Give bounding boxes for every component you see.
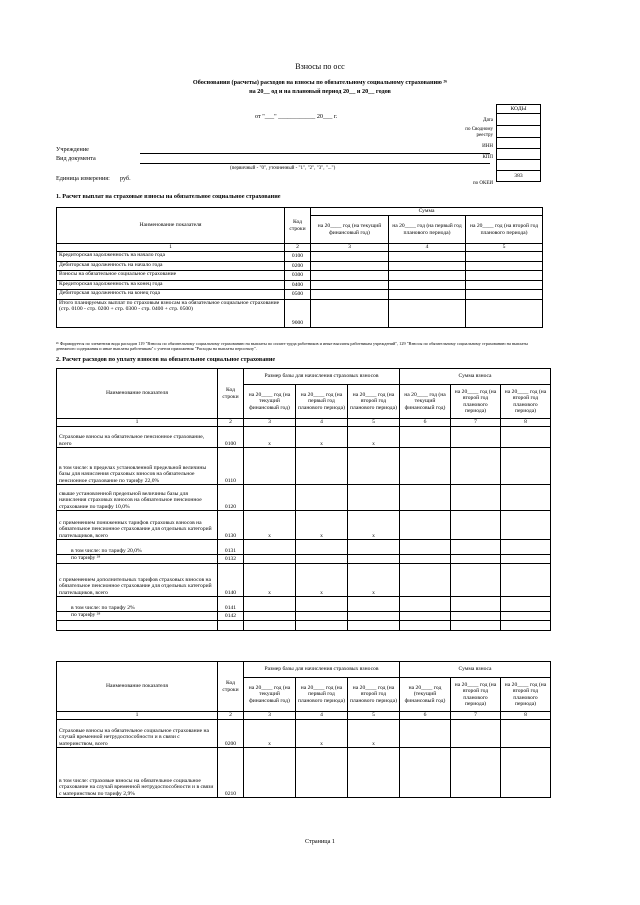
value-cell[interactable] xyxy=(451,748,501,798)
s2-num: 3 xyxy=(244,419,296,427)
x-mark: x xyxy=(348,427,400,448)
s2-row-name: свыше установленной предельной величины базы для начисления страховых взносов на обязательное пенсионное страхование по тарифу 10,0% xyxy=(57,485,218,511)
value-cell[interactable] xyxy=(451,612,501,621)
doc-type-label: Вид документа xyxy=(56,155,96,162)
s2-row-name: с применением дополнительных тарифов страховых взносов на обязательное пенсионное страхование для отдельных категорий плательщиков, всего xyxy=(57,564,218,597)
s1-row-name: Взносы на обязательное социальное страхование xyxy=(57,271,285,281)
s1-row-name: Дебиторская задолженность на начало года xyxy=(57,261,285,271)
value-cell[interactable] xyxy=(451,511,501,540)
value-cell[interactable] xyxy=(400,485,451,511)
s1-head-code: Код строки xyxy=(285,208,311,244)
period-line: на 20__ од и на плановый период 20__ и 20__ годов xyxy=(249,88,391,95)
value-cell[interactable] xyxy=(296,748,348,798)
value-cell[interactable] xyxy=(244,555,296,564)
value-cell[interactable] xyxy=(348,748,400,798)
s3-num: 4 xyxy=(296,712,348,720)
value-cell[interactable] xyxy=(451,540,501,555)
table-row xyxy=(57,540,551,555)
s3-num: 6 xyxy=(400,712,451,720)
value-cell[interactable] xyxy=(451,621,501,631)
table-row xyxy=(57,511,551,540)
s2-row-name: в том числе: в пределах установленной предельной величины базы для начисления страховых взносов на обязательное пенсионное страхование по тарифу 22,0% xyxy=(57,448,218,485)
value-cell[interactable] xyxy=(244,621,296,631)
value-cell[interactable] xyxy=(501,540,551,555)
s2-row-name: по тарифу ²⁸ xyxy=(57,612,218,621)
value-cell[interactable] xyxy=(296,485,348,511)
value-cell[interactable] xyxy=(296,621,348,631)
section1-title: 1. Расчет выплат на страховые взносы на обязательное социальное страхование xyxy=(56,193,281,200)
value-cell xyxy=(57,621,218,631)
doc-type-field[interactable] xyxy=(140,163,490,164)
s2-num: 2 xyxy=(218,419,244,427)
value-cell[interactable] xyxy=(296,597,348,612)
s2-head-name: Наименование показателя xyxy=(57,369,218,419)
s2-head-b3: на 20____ год (на второй год планового периода) xyxy=(348,385,400,419)
s2-num: 5 xyxy=(348,419,400,427)
table-row xyxy=(57,448,551,485)
s1-head-name: Наименование показателя xyxy=(57,208,285,244)
s3-row-name: в том числе: страховые взносы на обязательное социальное страхование на случай временной нетрудоспособности и в связи с материнством по тарифу 2,9% xyxy=(57,748,218,798)
s1-num: 2 xyxy=(285,244,311,252)
value-cell[interactable] xyxy=(400,555,451,564)
s1-head-y1: на 20____ год (на текущий финансовый год) xyxy=(311,216,389,244)
s1-head-sum: Сумма xyxy=(311,208,543,216)
value-cell[interactable] xyxy=(400,748,451,798)
s3-row-code: 0200 xyxy=(218,720,244,748)
value-cell[interactable] xyxy=(466,280,543,290)
value-cell[interactable] xyxy=(244,540,296,555)
value-cell[interactable] xyxy=(501,748,551,798)
s1-row-code: 0300 xyxy=(285,271,311,281)
s2-row-code: 0132 xyxy=(218,555,244,564)
s2-head-b1: на 20____ год (на текущий финансовый год) xyxy=(244,385,296,419)
value-cell[interactable] xyxy=(311,290,389,300)
value-cell[interactable] xyxy=(400,564,451,597)
s1-head-y3: на 20____ год (на второй год планового периода) xyxy=(466,216,543,244)
s2-num: 6 xyxy=(400,419,451,427)
value-cell[interactable] xyxy=(348,612,400,621)
s2-head-s3: на 20____ год (на второй год планового периода) xyxy=(501,385,551,419)
value-cell[interactable] xyxy=(296,540,348,555)
s1-num: 4 xyxy=(389,244,466,252)
page-number: Страница 1 xyxy=(305,838,335,845)
s2-row-name: Страховые взносы на обязательное пенсионное страхование, всего xyxy=(57,427,218,448)
x-mark: x xyxy=(244,564,296,597)
code-kpp-cell[interactable] xyxy=(497,149,541,160)
code-svod-label: по Сводному реестру xyxy=(465,127,493,138)
section1-table xyxy=(56,207,543,328)
table-row xyxy=(57,621,551,631)
s3-head-sum: Сумма взноса xyxy=(400,662,551,678)
s1-row-name: Кредиторская задолженность на начало года xyxy=(57,252,285,262)
value-cell[interactable] xyxy=(400,597,451,612)
s1-row-code: 0500 xyxy=(285,290,311,300)
value-cell[interactable] xyxy=(348,448,400,485)
value-cell[interactable] xyxy=(296,448,348,485)
s1-row-name: Дебиторская задолженность на конец года xyxy=(57,290,285,300)
value-cell[interactable] xyxy=(501,564,551,597)
value-cell[interactable] xyxy=(296,612,348,621)
s3-head-s2: на 20____ год (на второй год планового периода) xyxy=(451,678,501,712)
value-cell[interactable] xyxy=(451,564,501,597)
value-cell[interactable] xyxy=(466,261,543,271)
value-cell[interactable] xyxy=(389,271,466,281)
x-mark: x xyxy=(296,511,348,540)
value-cell[interactable] xyxy=(501,448,551,485)
s2-row-code: 0141 xyxy=(218,597,244,612)
s2-head-s1: на 20____ год (на текущий финансовый год) xyxy=(400,385,451,419)
s1-num: 1 xyxy=(57,244,285,252)
table-row xyxy=(57,290,543,300)
s3-num: 1 xyxy=(57,712,218,720)
s2-row-name: в том числе: по тарифу 2% xyxy=(57,597,218,612)
s2-row-code: 0100 xyxy=(218,427,244,448)
value-cell[interactable] xyxy=(501,511,551,540)
s1-row-code: 0200 xyxy=(285,261,311,271)
value-cell[interactable] xyxy=(400,612,451,621)
value-cell[interactable] xyxy=(451,448,501,485)
code-inn-cell[interactable] xyxy=(497,138,541,149)
s3-num: 5 xyxy=(348,712,400,720)
s2-row-code: 0131 xyxy=(218,540,244,555)
date-line: от "___" ____________ 20___ г. xyxy=(255,113,338,120)
value-cell[interactable] xyxy=(389,252,466,262)
x-mark: x xyxy=(244,720,296,748)
value-cell[interactable] xyxy=(501,485,551,511)
value-cell[interactable] xyxy=(451,485,501,511)
s2-num: 8 xyxy=(501,419,551,427)
value-cell[interactable] xyxy=(451,597,501,612)
section2-table xyxy=(56,368,551,631)
institution-label: Учреждение xyxy=(56,146,89,153)
s3-head-b3: на 20____ год (на второй год планового периода) xyxy=(348,678,400,712)
value-cell[interactable] xyxy=(501,555,551,564)
x-mark: x xyxy=(348,564,400,597)
s2-row-code: 0140 xyxy=(218,564,244,597)
s2-num: 4 xyxy=(296,419,348,427)
value-cell[interactable] xyxy=(501,720,551,748)
value-cell[interactable] xyxy=(466,299,543,327)
codes-table xyxy=(496,104,541,182)
unit-value: руб. xyxy=(120,175,131,182)
table-row xyxy=(57,261,543,271)
table-row xyxy=(57,597,551,612)
table-row xyxy=(57,299,543,327)
s2-head-sum: Сумма взноса xyxy=(400,369,551,385)
value-cell xyxy=(218,621,244,631)
value-cell[interactable] xyxy=(389,261,466,271)
s2-row-code: 0142 xyxy=(218,612,244,621)
value-cell[interactable] xyxy=(501,621,551,631)
value-cell[interactable] xyxy=(466,252,543,262)
code-okei-cell: 383 xyxy=(497,171,541,182)
document-subtitle: Обоснования (расчеты) расходов на взносы по обязательному социальному страхованию ²⁶ xyxy=(192,79,448,86)
unit-label: Единица измерения: xyxy=(56,175,110,182)
value-cell[interactable] xyxy=(389,290,466,300)
code-svod-cell[interactable] xyxy=(497,126,541,138)
x-mark: x xyxy=(296,564,348,597)
institution-field[interactable] xyxy=(140,153,490,154)
s2-row-code: 0110 xyxy=(218,448,244,485)
value-cell[interactable] xyxy=(244,748,296,798)
value-cell[interactable] xyxy=(466,290,543,300)
value-cell[interactable] xyxy=(244,448,296,485)
s3-head-s1: на 20____ год (текущий финансовый год) xyxy=(400,678,451,712)
value-cell[interactable] xyxy=(311,280,389,290)
s1-row-code: 0100 xyxy=(285,252,311,262)
s2-head-s2: на 20____ год (на второй год планового периода) xyxy=(451,385,501,419)
value-cell[interactable] xyxy=(501,427,551,448)
value-cell[interactable] xyxy=(311,271,389,281)
value-cell[interactable] xyxy=(400,621,451,631)
s1-head-y2: на 20____ год (на первый год планового периода) xyxy=(389,216,466,244)
value-cell[interactable] xyxy=(244,485,296,511)
s2-row-name: по тарифу ²⁸ xyxy=(57,555,218,564)
s2-row-code: 0130 xyxy=(218,511,244,540)
value-cell[interactable] xyxy=(501,612,551,621)
value-cell[interactable] xyxy=(311,261,389,271)
x-mark: x xyxy=(296,720,348,748)
s3-row-code: 0210 xyxy=(218,748,244,798)
value-cell[interactable] xyxy=(348,621,400,631)
s3-num: 2 xyxy=(218,712,244,720)
value-cell[interactable] xyxy=(389,280,466,290)
s3-num: 8 xyxy=(501,712,551,720)
table-row xyxy=(57,485,551,511)
value-cell[interactable] xyxy=(451,720,501,748)
table-row xyxy=(57,748,551,798)
section3-table xyxy=(56,661,551,798)
value-cell[interactable] xyxy=(244,612,296,621)
s1-row-code: 9000 xyxy=(285,299,311,327)
code-kpp-label: КПП xyxy=(482,155,493,160)
value-cell[interactable] xyxy=(400,427,451,448)
code-okei-label: по ОКЕИ xyxy=(472,181,493,186)
s3-head-s3: на 20____ год (на второй год планового периода) xyxy=(501,678,551,712)
value-cell[interactable] xyxy=(400,511,451,540)
value-cell[interactable] xyxy=(348,485,400,511)
doc-type-hint: (первичный - "0", уточненный - "1", "2", "3", "...") xyxy=(230,166,336,171)
value-cell[interactable] xyxy=(451,427,501,448)
s3-num: 7 xyxy=(451,712,501,720)
code-inn-label: ИНН xyxy=(482,144,493,149)
s1-row-name: Итого планируемых выплат по страховым взносам на обязательное социальное страхование (стр. 0100 - стр. 0200 + стр. 0300 - стр. 0400 + стр. 0500) xyxy=(57,299,285,327)
code-blank-cell xyxy=(497,160,541,171)
x-mark: x xyxy=(348,511,400,540)
s3-head-code: Код строки xyxy=(218,662,244,712)
x-mark: x xyxy=(244,511,296,540)
x-mark: x xyxy=(296,427,348,448)
value-cell[interactable] xyxy=(389,299,466,327)
table-row xyxy=(57,280,543,290)
value-cell[interactable] xyxy=(348,597,400,612)
section2-title: 2. Расчет расходов по уплату взносов на обязательное социальное страхование xyxy=(56,356,276,363)
value-cell[interactable] xyxy=(400,720,451,748)
table-row xyxy=(57,555,551,564)
s1-num: 5 xyxy=(466,244,543,252)
table-row xyxy=(57,252,543,262)
s3-head-b2: на 20____ год (на первый год планового периода) xyxy=(296,678,348,712)
s2-row-code: 0120 xyxy=(218,485,244,511)
value-cell[interactable] xyxy=(466,271,543,281)
code-date-cell[interactable] xyxy=(497,114,541,126)
s2-num: 7 xyxy=(451,419,501,427)
value-cell[interactable] xyxy=(348,540,400,555)
codes-header: КОДЫ xyxy=(497,105,541,114)
table-row xyxy=(57,271,543,281)
table-row xyxy=(57,427,551,448)
value-cell[interactable] xyxy=(348,555,400,564)
s2-head-base: Размер базы для начисления страховых взносов xyxy=(244,369,400,385)
s3-head-b1: на 20____ год (на текущий финансовый год) xyxy=(244,678,296,712)
s1-row-name: Кредиторская задолженность на конец года xyxy=(57,280,285,290)
value-cell[interactable] xyxy=(296,555,348,564)
s1-row-code: 0400 xyxy=(285,280,311,290)
x-mark: x xyxy=(244,427,296,448)
document-title: Взносы по осс xyxy=(295,62,345,71)
table-row xyxy=(57,564,551,597)
s3-head-base: Размер базы для начисления страховых взносов xyxy=(244,662,400,678)
s2-row-name: в том числе: по тарифу 20,0% xyxy=(57,540,218,555)
s3-num: 3 xyxy=(244,712,296,720)
s2-head-b2: на 20____ год (на первый год планового периода) xyxy=(296,385,348,419)
s1-num: 3 xyxy=(311,244,389,252)
code-date-label: Дата xyxy=(483,118,493,123)
value-cell[interactable] xyxy=(311,299,389,327)
s3-head-name: Наименование показателя xyxy=(57,662,218,712)
value-cell[interactable] xyxy=(400,540,451,555)
value-cell[interactable] xyxy=(501,597,551,612)
footnote: ²⁶ Формируется по элементам вида расходов 119 "Взносы по обязательному социальному страхованию на выплаты по оплате труда работников и иные выплаты работникам учреждений", 129 "Взносы по обязательному социальному страхованию на выплаты денежного содержания и иные выплаты работникам" с учетом приложения "Расходы на выплаты персоналу". xyxy=(56,341,528,351)
table-row xyxy=(57,612,551,621)
value-cell[interactable] xyxy=(311,252,389,262)
s2-num: 1 xyxy=(57,419,218,427)
s2-row-name: с применением пониженных тарифов страховых взносов на обязательное пенсионное страхование для отдельных категорий плательщиков, всего xyxy=(57,511,218,540)
value-cell[interactable] xyxy=(244,597,296,612)
table-row xyxy=(57,720,551,748)
s2-head-code: Код строки xyxy=(218,369,244,419)
value-cell[interactable] xyxy=(451,555,501,564)
value-cell[interactable] xyxy=(400,448,451,485)
x-mark: x xyxy=(348,720,400,748)
s3-row-name: Страховые взносы на обязательное социальное страхование на случай временной нетрудоспособности и в связи с материнством, всего xyxy=(57,720,218,748)
